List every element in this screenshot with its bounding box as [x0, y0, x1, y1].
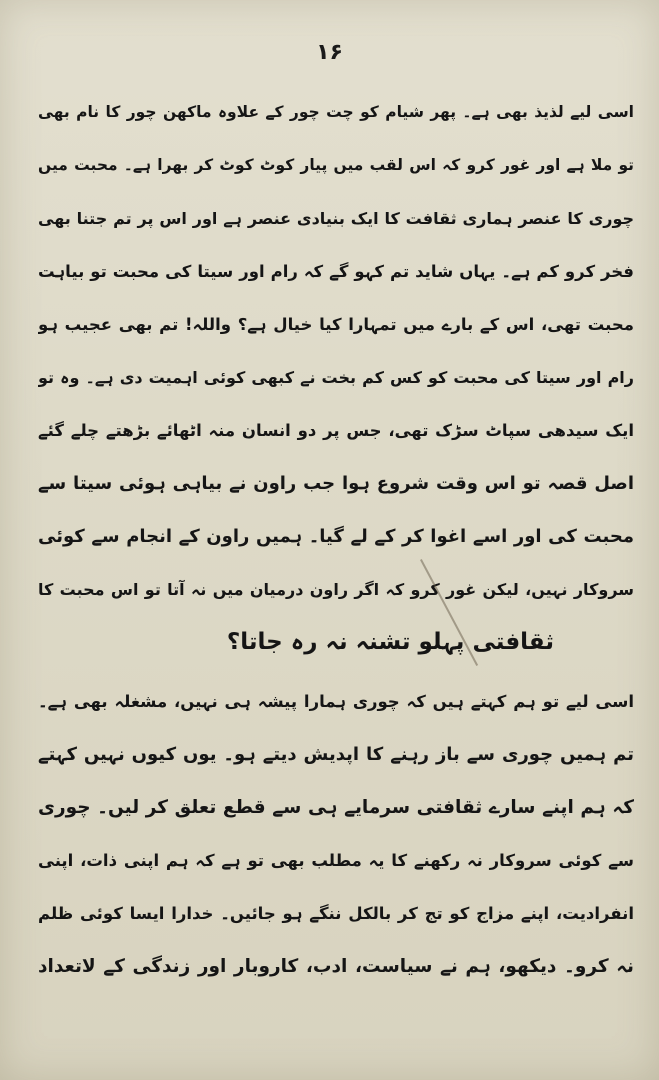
text-line: محبت تھی، اس کے بارے میں تمہارا کیا خیال ہے؟ واللہ! تم بھی عجیب ہو — [38, 315, 634, 334]
paragraph-1 — [38, 86, 634, 669]
page-number: ۱۶ — [316, 40, 343, 65]
text-line: انفرادیت، اپنے مزاج کو تج کر بالکل ننگے ہو جائیں۔ خدارا ایسا کوئی ظلم — [38, 904, 634, 923]
text-line: سے کوئی سروکار نہ رکھنے کا یہ مطلب بھی تو ہے کہ ہم اپنی ذات، اپنی — [38, 851, 634, 870]
text-line: اصل قصہ تو اس وقت شروع ہوا جب راون نے بیاہی ہوئی سیتا سے — [38, 473, 634, 494]
text-line: رام اور سیتا کی محبت کو کس کم بخت نے کبھی کوئی اہمیت دی ہے۔ وہ تو — [38, 368, 634, 387]
text-line: اسی لیے لذیذ بھی ہے۔ پھر شیام کو چت چور کے علاوہ ماکھن چور کا نام بھی — [38, 103, 634, 121]
text-line: ثقافتی پہلو تشنہ نہ رہ جاتا؟ — [226, 629, 554, 655]
text-line: ایک سیدھی سپاٹ سڑک تھی، جس پر دو انسان منہ اٹھائے بڑھتے چلے گئے — [38, 421, 634, 440]
text-line: فخر کرو کم ہے۔ یہاں شاید تم کہو گے کہ رام اور سیتا کی محبت تو بیاہت — [38, 262, 634, 281]
text-line: تو ملا ہے اور غور کرو کہ اس لقب میں پیار کوٹ کوٹ کر بھرا ہے۔ محبت میں — [38, 156, 634, 174]
paragraph-2 — [38, 675, 634, 993]
text-line: تم ہمیں چوری سے باز رہنے کا اپدیش دیتے ہو۔ یوں کیوں نہیں کہتے — [38, 744, 634, 765]
text-line: محبت کی اور اسے اغوا کر کے لے گیا۔ ہمیں راون کے انجام سے کوئی — [38, 526, 634, 547]
text-line: کہ ہم اپنے سارے ثقافتی سرمایے ہی سے قطع تعلق کر لیں۔ چوری — [38, 797, 634, 818]
page-text — [38, 86, 634, 993]
text-line: چوری کا عنصر ہماری ثقافت کا ایک بنیادی عنصر ہے اور اس پر تم جتنا بھی — [38, 209, 634, 228]
text-line: سروکار نہیں، لیکن غور کرو کہ اگر راون درمیان میں نہ آتا تو اس محبت کا — [38, 580, 634, 599]
text-line: اسی لیے تو ہم کہتے ہیں کہ چوری ہمارا پیشہ ہی نہیں، مشغلہ بھی ہے۔ — [38, 692, 634, 711]
text-line: نہ کرو۔ دیکھو، ہم نے سیاست، ادب، کاروبار اور زندگی کے لاتعداد — [38, 956, 634, 977]
